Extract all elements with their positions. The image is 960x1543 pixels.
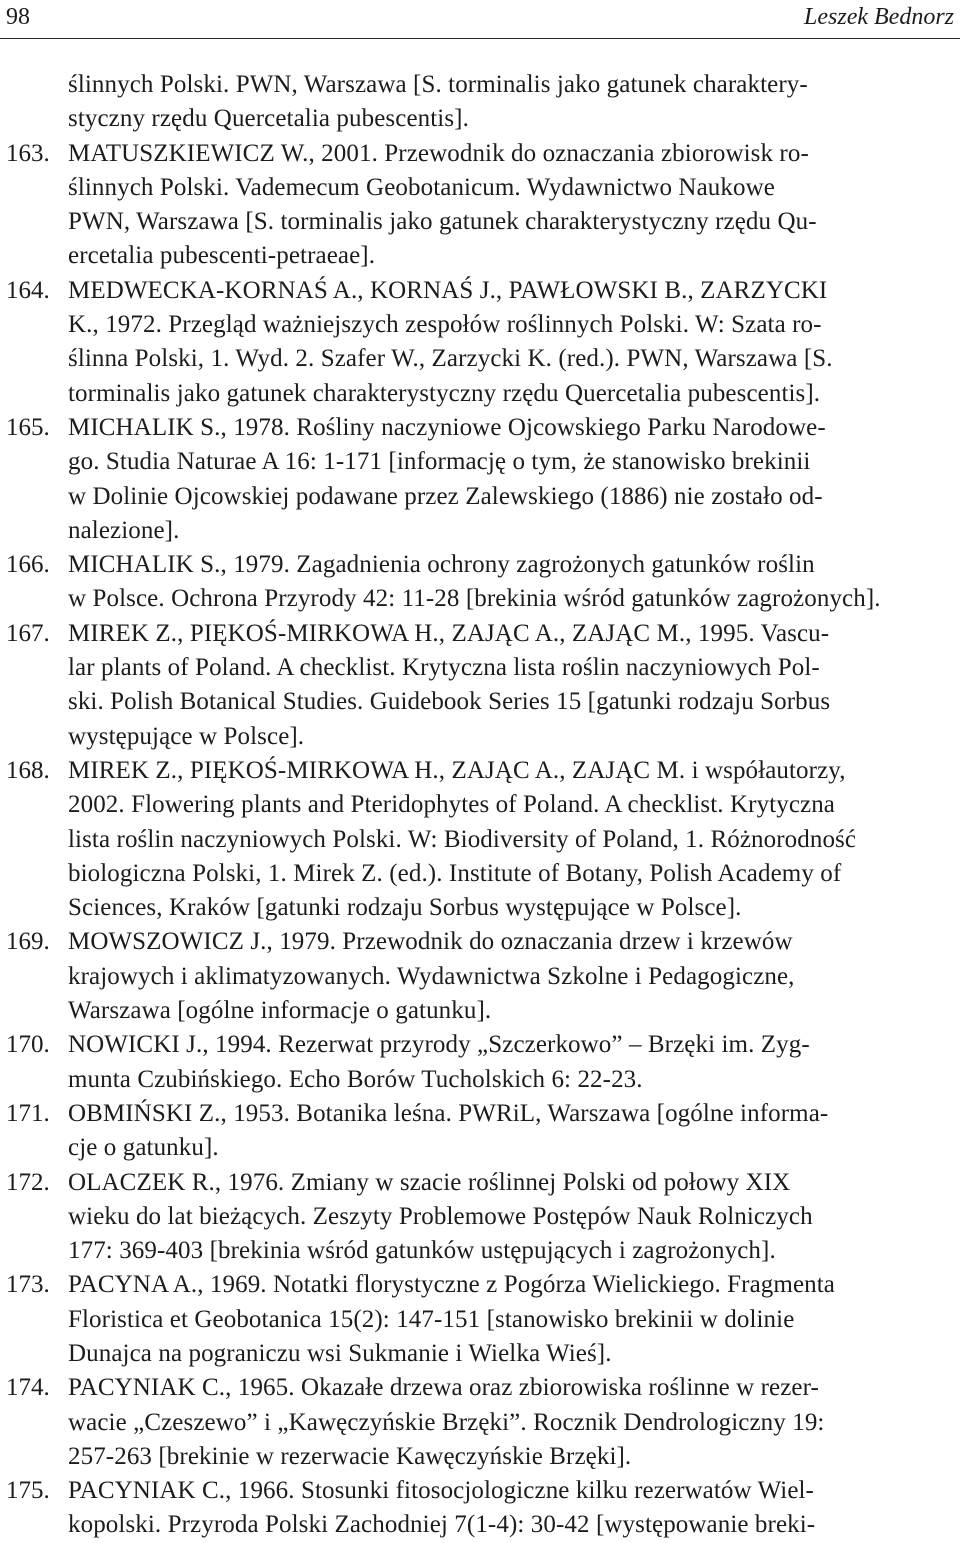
reference-continuation-line (0, 1337, 960, 1371)
reference-continuation-line (0, 514, 960, 548)
reference-continuation-line (0, 891, 960, 925)
reference-entry-line (0, 925, 960, 959)
reference-text: Dunajca na pograniczu wsi Sukmanie i Wielka Wieś]. (68, 1339, 612, 1367)
reference-entry-line (0, 548, 960, 582)
reference-text: ślinnych Polski. Vademecum Geobotanicum. Wydawnictwo Naukowe (68, 173, 775, 201)
reference-continuation-line (0, 445, 960, 479)
reference-text: MICHALIK S., 1978. Rośliny naczyniowe Ojcowskiego Parku Narodowe- (68, 413, 826, 441)
reference-number: 164. (6, 276, 50, 304)
reference-text: MATUSZKIEWICZ W., 2001. Przewodnik do oznaczania zbiorowisk ro- (68, 139, 809, 167)
reference-text: PACYNIAK C., 1965. Okazałe drzewa oraz zbiorowiska roślinne w rezer- (68, 1374, 819, 1402)
reference-entry-line (0, 1474, 960, 1508)
reference-text: MICHALIK S., 1979. Zagadnienia ochrony zagrożonych gatunków roślin (68, 551, 815, 579)
reference-text: NOWICKI J., 1994. Rezerwat przyrody „Szczerkowo” – Brzęki im. Zyg- (68, 1031, 810, 1059)
reference-entry-line (0, 411, 960, 445)
reference-continuation-line (0, 342, 960, 376)
reference-text: Sciences, Kraków [gatunki rodzaju Sorbus występujące w Polsce]. (68, 894, 742, 922)
reference-continuation-line (0, 720, 960, 754)
reference-text: cje o gatunku]. (68, 1134, 219, 1162)
reference-number: 168. (6, 756, 50, 784)
reference-number: 172. (6, 1168, 50, 1196)
page-header (0, 0, 960, 39)
reference-continuation-line (0, 377, 960, 411)
reference-continuation-line (0, 651, 960, 685)
reference-continuation-line (0, 685, 960, 719)
reference-entry-line (0, 137, 960, 171)
reference-entry-line (0, 274, 960, 308)
reference-text: go. Studia Naturae A 16: 1-171 [informację o tym, że stanowisko brekinii (68, 448, 811, 476)
reference-text: w Dolinie Ojcowskiej podawane przez Zalewskiego (1886) nie zostało od- (68, 482, 823, 510)
reference-number: 174. (6, 1374, 50, 1402)
reference-continuation-line (0, 102, 960, 136)
reference-continuation-line (0, 1440, 960, 1474)
reference-text: PACYNA A., 1969. Notatki florystyczne z Pogórza Wielickiego. Fragmenta (68, 1271, 835, 1299)
reference-text: K., 1972. Przegląd ważniejszych zespołów roślinnych Polski. W: Szata ro- (68, 311, 822, 339)
reference-continuation-line (0, 1200, 960, 1234)
reference-continuation-line (0, 205, 960, 239)
reference-text: ercetalia pubescenti-petraeae]. (68, 242, 376, 270)
reference-entry-line (0, 1371, 960, 1405)
reference-text: MOWSZOWICZ J., 1979. Przewodnik do oznaczania drzew i krzewów (68, 928, 793, 956)
reference-text: Warszawa [ogólne informacje o gatunku]. (68, 997, 492, 1025)
reference-number: 175. (6, 1477, 50, 1505)
page-number: 98 (6, 4, 30, 30)
running-head-author: Leszek Bednorz (804, 4, 954, 30)
reference-text: munta Czubińskiego. Echo Borów Tucholskich 6: 22-23. (68, 1065, 643, 1093)
reference-text: MIREK Z., PIĘKOŚ-MIRKOWA H., ZAJĄC A., ZAJĄC M. i współautorzy, (68, 756, 846, 784)
reference-continuation-line (0, 68, 960, 102)
reference-text: PACYNIAK C., 1966. Stosunki fitosocjologiczne kilku rezerwatów Wiel- (68, 1477, 814, 1505)
reference-text: wieku do lat bieżących. Zeszyty Problemowe Postępów Nauk Rolniczych (68, 1202, 813, 1230)
reference-text: styczny rzędu Quercetalia pubescentis]. (68, 105, 469, 133)
reference-text: ślinna Polski, 1. Wyd. 2. Szafer W., Zarzycki K. (red.). PWN, Warszawa [S. (68, 345, 833, 373)
reference-number: 166. (6, 551, 50, 579)
reference-text: biologiczna Polski, 1. Mirek Z. (ed.). Institute of Botany, Polish Academy of (68, 859, 842, 887)
reference-text: 177: 369-403 [brekinia wśród gatunków ustępujących i zagrożonych]. (68, 1237, 776, 1265)
reference-continuation-line (0, 239, 960, 273)
reference-text: torminalis jako gatunek charakterystyczny rzędu Quercetalia pubescentis]. (68, 379, 821, 407)
reference-continuation-line (0, 788, 960, 822)
reference-number: 171. (6, 1099, 50, 1127)
reference-entry-line (0, 754, 960, 788)
reference-continuation-line (0, 1131, 960, 1165)
reference-text: PWN, Warszawa [S. torminalis jako gatunek charakterystyczny rzędu Qu- (68, 208, 817, 236)
reference-continuation-line (0, 960, 960, 994)
reference-continuation-line (0, 1234, 960, 1268)
reference-continuation-line (0, 857, 960, 891)
reference-text: Floristica et Geobotanica 15(2): 147-151 [stanowisko brekinii w dolinie (68, 1305, 795, 1333)
reference-continuation-line (0, 994, 960, 1028)
reference-continuation-line (0, 480, 960, 514)
reference-text: lar plants of Poland. A checklist. Krytyczna lista roślin naczyniowych Pol- (68, 654, 820, 682)
reference-text: krajowych i aklimatyzowanych. Wydawnictwa Szkolne i Pedagogiczne, (68, 962, 795, 990)
reference-text: MEDWECKA-KORNAŚ A., KORNAŚ J., PAWŁOWSKI B., ZARZYCKI (68, 276, 828, 304)
reference-entry-line (0, 1268, 960, 1302)
reference-number: 169. (6, 928, 50, 956)
reference-continuation-line (0, 1508, 960, 1542)
reference-number: 173. (6, 1271, 50, 1299)
reference-text: występujące w Polsce]. (68, 722, 305, 750)
reference-text: ski. Polish Botanical Studies. Guidebook Series 15 [gatunki rodzaju Sorbus (68, 688, 831, 716)
reference-continuation-line (0, 1063, 960, 1097)
reference-number: 165. (6, 413, 50, 441)
reference-text: 2002. Flowering plants and Pteridophytes of Poland. A checklist. Krytyczna (68, 791, 836, 819)
reference-entry-line (0, 1097, 960, 1131)
reference-text: ślinnych Polski. PWN, Warszawa [S. torminalis jako gatunek charaktery- (68, 71, 808, 98)
reference-text: kopolski. Przyroda Polski Zachodniej 7(1-4): 30-42 [występowanie breki- (68, 1511, 816, 1539)
reference-number: 167. (6, 619, 50, 647)
reference-text: nalezione]. (68, 516, 180, 544)
reference-continuation-line (0, 582, 960, 616)
reference-number: 163. (6, 139, 50, 167)
reference-continuation-line (0, 823, 960, 857)
reference-text: 257-263 [brekinie w rezerwacie Kawęczyńskie Brzęki]. (68, 1442, 632, 1470)
reference-continuation-line (0, 1406, 960, 1440)
reference-list (0, 68, 960, 1543)
reference-continuation-line (0, 1303, 960, 1337)
reference-text: w Polsce. Ochrona Przyrody 42: 11-28 [brekinia wśród gatunków zagrożonych]. (68, 585, 881, 613)
reference-entry-line (0, 1028, 960, 1062)
reference-text: OBMIŃSKI Z., 1953. Botanika leśna. PWRiL, Warszawa [ogólne informa- (68, 1099, 829, 1127)
reference-entry-line (0, 617, 960, 651)
reference-continuation-line (0, 308, 960, 342)
reference-entry-line (0, 1166, 960, 1200)
reference-text: lista roślin naczyniowych Polski. W: Biodiversity of Poland, 1. Różnorodność (68, 825, 857, 853)
reference-text: OLACZEK R., 1976. Zmiany w szacie roślinnej Polski od połowy XIX (68, 1168, 791, 1196)
reference-continuation-line (0, 171, 960, 205)
reference-number: 170. (6, 1031, 50, 1059)
reference-text: wacie „Czeszewo” i „Kawęczyńskie Brzęki”. Rocznik Dendrologiczny 19: (68, 1408, 825, 1436)
reference-text: MIREK Z., PIĘKOŚ-MIRKOWA H., ZAJĄC A., ZAJĄC M., 1995. Vascu- (68, 619, 830, 647)
